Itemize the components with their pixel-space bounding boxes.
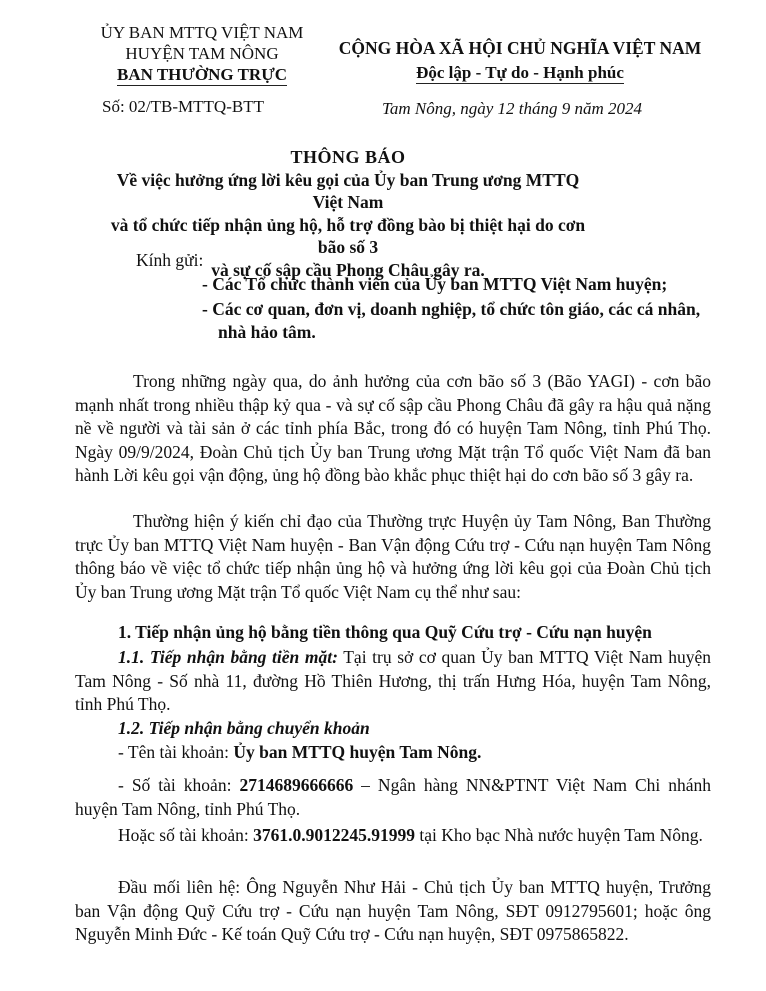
section-1-1 (75, 646, 711, 717)
national-motto: Độc lập - Tự do - Hạnh phúc (416, 63, 624, 82)
account-name: Ủy ban MTTQ huyện Tam Nông. (233, 742, 482, 762)
title-line-1: Về việc hưởng ứng lời kêu gọi của Ủy ban Trung ương MTTQ Việt Nam (116, 169, 580, 212)
document-date: Tam Nông, ngày 12 tháng 9 năm 2024 (382, 99, 643, 118)
alt-account-number: 3761.0.9012245.91999 (253, 825, 415, 845)
contact-paragraph: Đầu mối liên hệ: Ông Nguyễn Như Hải - Chủ tịch Ủy ban MTTQ huyện, Trưởng ban Vận động Quỹ Cứu trợ - Cứu nạn huyện Tam Nông, SĐT 0912795601; hoặc ông Nguyễn Minh Đức - Kế toán Quỹ Cứu trợ - Cứu nạn huyện, SĐT 0975865822. (75, 877, 711, 944)
recipient-2-cont: nhà hảo tâm. (218, 322, 316, 342)
document-number: Số: 02/TB-MTTQ-BTT (102, 97, 264, 116)
account-number-line: - Số tài khoản: 2714689666666 – Ngân hàng NN&PTNT Việt Nam Chi nhánh huyện Tam Nông, tỉnh Phú Thọ. (75, 775, 712, 819)
paragraph-context: Trong những ngày qua, do ảnh hưởng của cơn bão số 3 (Bão YAGI) - cơn bão mạnh nhất trong nhiều thập kỷ qua - và sự cố sập cầu Phong Châu đã gây ra hậu quả nặng nề về người và tài sản ở các tỉnh phía Bắc, trong đó có huyện Tam Nông, tỉnh Phú Thọ. Ngày 09/9/2024, Đoàn Chủ tịch Ủy ban Trung ương Mặt trận Tổ quốc Việt Nam đã ban hành Lời kêu gọi vận động, ủng hộ đồng bào khắc phục thiệt hại do cơn bão số 3 gây ra. (75, 371, 711, 485)
document-type: THÔNG BÁO (290, 147, 406, 167)
account-name-line: - Tên tài khoản: Ủy ban MTTQ huyện Tam Nông. (118, 742, 482, 762)
issuer-board: BAN THƯỜNG TRỰC (116, 65, 288, 84)
national-header (330, 36, 710, 84)
alt-account-line: Hoặc số tài khoản: 3761.0.9012245.91999 tại Kho bạc Nhà nước huyện Tam Nông. (118, 825, 703, 845)
account-number: 2714689666666 (239, 775, 354, 795)
country-name: CỘNG HÒA XÃ HỘI CHỦ NGHĨA VIỆT NAM (338, 38, 702, 58)
title-line-3: và sự cố sập cầu Phong Châu gây ra. (211, 259, 485, 280)
section-1-1-text: Tại trụ sở cơ quan Ủy ban MTTQ Việt Nam huyện Tam Nông - Số nhà 11, đường Hồ Thiên Hương, thị trấn Hưng Hóa, huyện Tam Nông, tỉnh Phú Thọ. (75, 647, 711, 714)
recipient-2: - Các cơ quan, đơn vị, doanh nghiệp, tổ chức tôn giáo, các cá nhân, (202, 299, 701, 319)
recipient-1: - Các Tổ chức thành viên của Ủy ban MTTQ Việt Nam huyện; (202, 274, 668, 294)
title-line-2: và tổ chức tiếp nhận ủng hộ, hỗ trợ đồng bào bị thiệt hại do cơn bão số 3 (110, 214, 586, 257)
issuer-org: ỦY BAN MTTQ VIỆT NAM (100, 23, 304, 42)
issuer-header (86, 22, 318, 86)
section-1-heading: 1. Tiếp nhận ủng hộ bằng tiền thông qua Quỹ Cứu trợ - Cứu nạn huyện (118, 622, 652, 642)
issuer-district: HUYỆN TAM NÔNG (125, 44, 279, 63)
section-1-2-label: 1.2. Tiếp nhận bằng chuyển khoản (118, 718, 370, 738)
section-1-1-label: 1.1. Tiếp nhận bằng tiền mặt: (118, 647, 338, 667)
paragraph-directive: Thường hiện ý kiến chỉ đạo của Thường trực Huyện ủy Tam Nông, Ban Thường trực Ủy ban MTTQ Việt Nam huyện - Ban Vận động Cứu trợ - Cứu nạn huyện Tam Nông thông báo về việc tổ chức tiếp nhận ủng hộ và hưởng ứng lời kêu gọi của Đoàn Chủ tịch Ủy ban Trung ương Mặt trận Tổ quốc Việt Nam cụ thể như sau: (75, 511, 711, 602)
greeting: Kính gửi: (136, 250, 204, 270)
